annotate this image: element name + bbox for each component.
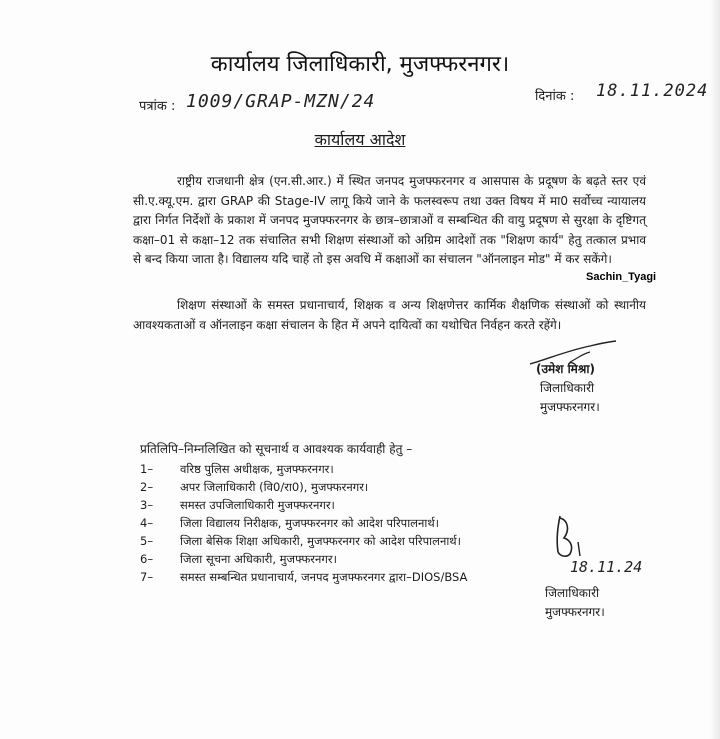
- copy-to-item-number: 4–: [140, 516, 154, 530]
- date-label: दिनांक :: [535, 89, 575, 104]
- copy-to-item-number: 7–: [140, 570, 154, 584]
- signatory-location: मुजफ्फरनगर।: [540, 400, 600, 414]
- copy-to-item-text: जिला सूचना अधिकारी, मुजफ्फरनगर।: [180, 552, 337, 566]
- copy-to-item-text: समस्त उपजिलाधिकारी मुजफ्फरनगर।: [180, 498, 335, 512]
- copy-to-item-number: 3–: [140, 498, 154, 512]
- order-heading: कार्यालय आदेश: [314, 130, 406, 149]
- date-value: 18.11.2024: [596, 81, 709, 101]
- page-edge-shadow: [710, 0, 720, 739]
- watermark-handle: Sachin_Tyagi: [586, 271, 657, 283]
- reference-number: 1009/GRAP-MZN/24: [186, 91, 376, 112]
- copy-to-item-number: 6–: [140, 552, 154, 566]
- office-title: कार्यालय जिलाधिकारी, मुजफ्फरनगर।: [210, 52, 510, 77]
- second-signatory-block: [545, 584, 605, 622]
- handwritten-signature: [540, 512, 620, 562]
- second-paragraph: [133, 295, 646, 335]
- copy-to-item-text: समस्त सम्बन्धित प्रधानाचार्य, जनपद मुजफ्फरनगर द्वारा–DIOS/BSA: [180, 570, 468, 584]
- second-signatory-location: मुजफ्फरनगर।: [545, 605, 605, 619]
- copy-to-item-text: अपर जिलाधिकारी (वि0/रा0), मुजफ्फरनगर।: [180, 480, 369, 494]
- order-body-text: राष्ट्रीय राजधानी क्षेत्र (एन.सी.आर.) में स्थित जनपद मुजफ्फरनगर व आसपास के प्रदूषण के बढ़ते स्तर एवं सी.ए.क्यू.एम. द्वारा GRAP की Stage-IV लागू किये जाने के फलस्वरूप तथा उक्त विषय में मा0 सर्वोच्च न्यायालय द्वारा निर्गत निर्देशों के प्रकाश में जनपद मुजफ्फरनगर के छात्र–छात्राओं व सम्बन्धित की वायु प्रदूषण से सुरक्षा के दृष्टिगत् कक्षा–01 से कक्षा–12 तक संचालित सभी शिक्षण संस्थाओं को अग्रिम आदेशों तक "शिक्षण कार्य" हेतु तत्काल प्रभाव से बन्द किया जाता है। विद्यालय यदि चाहें तो इस अवधि में कक्षाओं का संचालन "ऑनलाइन मोड" में कर सकेंगे।: [133, 174, 646, 266]
- copy-to-item-number: 2–: [140, 480, 154, 494]
- second-paragraph-text: शिक्षण संस्थाओं के समस्त प्रधानाचार्य, शिक्षक व अन्य शिक्षणेत्तर कार्मिक शैक्षणिक संस्थाओं को स्थानीय आवश्यकताओं व ऑनलाइन कक्षा संचालन के हित में अपने दायित्वों का यथोचित निर्वहन करते रहेंगे।: [133, 298, 646, 332]
- signatory-name: (उमेश मिश्रा): [536, 362, 595, 376]
- copy-to-item-number: 1–: [140, 462, 154, 476]
- copy-to-item-number: 5–: [140, 534, 154, 548]
- reference-label: पत्रांक :: [139, 99, 176, 114]
- second-signature-date: 18.11.24: [570, 558, 643, 576]
- copy-to-heading: प्रतिलिपि–निम्नलिखित को सूचनार्थ व आवश्यक कार्यवाही हेतु –: [140, 442, 413, 456]
- second-signatory-designation: जिलाधिकारी: [545, 586, 600, 600]
- copy-to-item-text: जिला विद्यालय निरीक्षक, मुजफ्फरनगर को आदेश परिपालनार्थ।: [180, 516, 440, 530]
- copy-to-item-text: वरिष्ठ पुलिस अधीक्षक, मुजफ्फरनगर।: [180, 462, 334, 476]
- signatory-designation: जिलाधिकारी: [540, 381, 595, 395]
- order-body-paragraph: [133, 172, 646, 270]
- signatory-block: [536, 360, 600, 417]
- copy-to-item-text: जिला बेसिक शिक्षा अधिकारी, मुजफ्फरनगर को आदेश परिपालनार्थ।: [180, 534, 462, 548]
